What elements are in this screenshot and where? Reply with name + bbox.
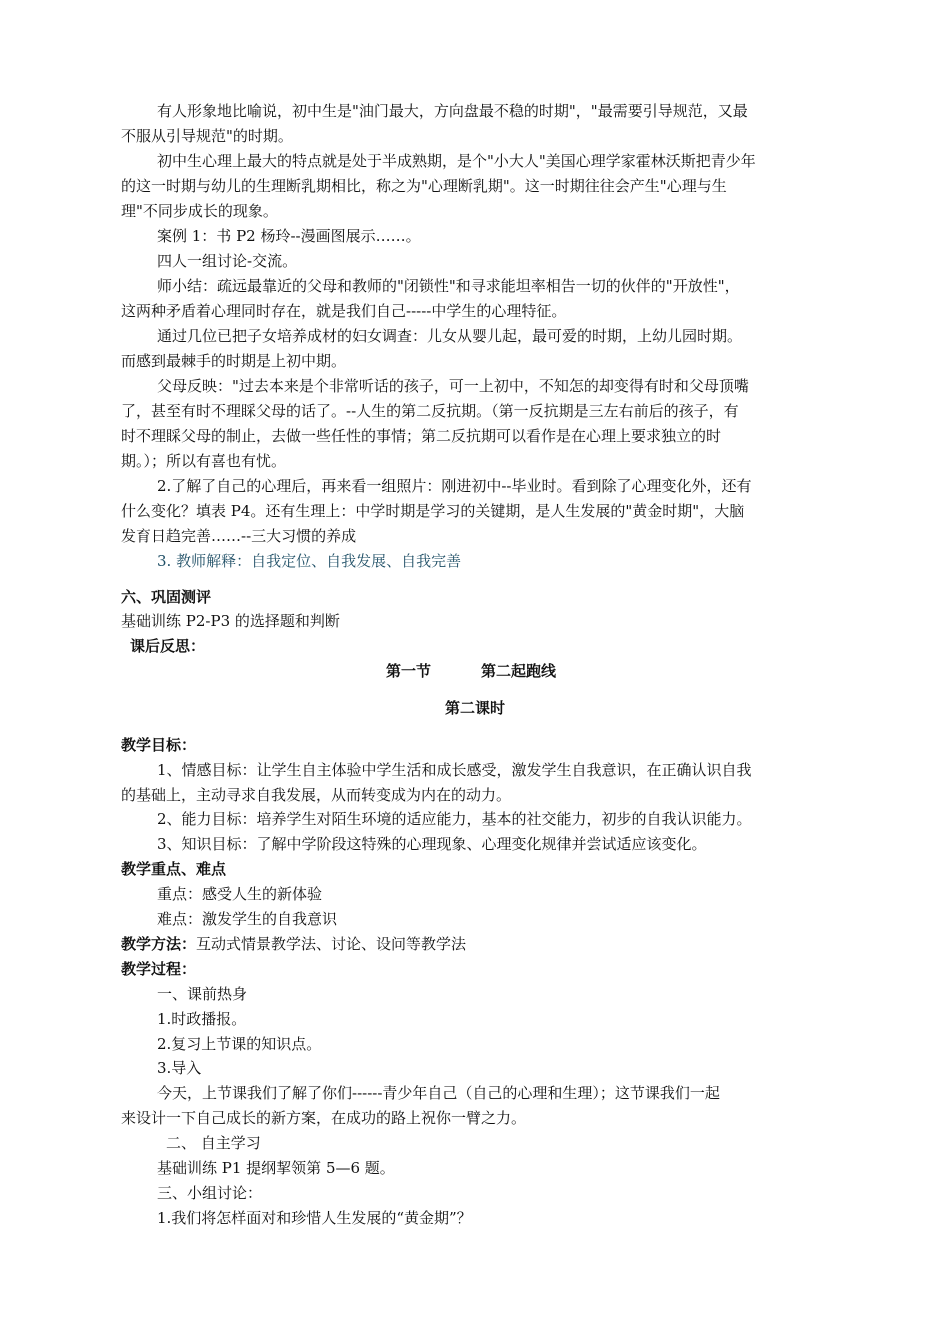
lesson-title — [0, 660, 950, 682]
paragraph-line: 时不理睬父母的制止，去做一些任性的事情；第二反抗期可以看作是在心理上要求独立的时 — [121, 427, 722, 445]
paragraph-line: 师小结：疏远最靠近的父母和教师的"闭锁性"和寻求能坦率相告一切的伙伴的"开放性"， — [157, 277, 740, 295]
paragraph-line: 初中生心理上最大的特点就是处于半成熟期，是个"小大人"美国心理学家霍林沃斯把青少年 — [157, 152, 756, 170]
section-heading: 六、巩固测评 — [121, 588, 212, 606]
paragraph-line: 这两种矛盾着心理同时存在，就是我们自己-----中学生的心理特征。 — [121, 302, 567, 320]
process-step: 2.复习上节课的知识点。 — [157, 1035, 322, 1053]
paragraph-line: 四人一组讨论-交流。 — [157, 252, 298, 270]
process-step: 基础训练 P1 提纲挈领第 5—6 题。 — [157, 1159, 395, 1177]
paragraph-line: 父母反映："过去本来是个非常听话的孩子，可一上初中，不知怎的却变得有时和父母顶嘴 — [157, 377, 749, 395]
method-line — [121, 934, 466, 954]
goal-line: 2、能力目标：培养学生对陌生环境的适应能力，基本的社交能力，初步的自我认识能力。 — [157, 810, 752, 828]
process-heading: 教学过程： — [121, 960, 197, 978]
keypoint-focus: 重点：感受人生的新体验 — [157, 885, 323, 903]
method-label: 教学方法： — [121, 935, 197, 953]
paragraph-line: 基础训练 P2-P3 的选择题和判断 — [121, 612, 340, 630]
paragraph-line: 2.了解了自己的心理后，再来看一组照片：刚进初中--毕业时。看到除了心理变化外，还有 — [157, 477, 752, 495]
goal-line: 3、知识目标：了解中学阶段这特殊的心理现象、心理变化规律并尝试适应该变化。 — [157, 835, 707, 853]
paragraph-line: 发育日趋完善……--三大习惯的养成 — [121, 527, 357, 545]
teacher-explanation: 3. 教师解释：自我定位、自我发展、自我完善 — [157, 552, 462, 570]
paragraph-line: 通过几位已把子女培养成材的妇女调查：儿女从婴儿起，最可爱的时期，上幼儿园时期。 — [157, 327, 743, 345]
goal-line: 的基础上，主动寻求自我发展，从而转变成为内在的动力。 — [121, 786, 512, 804]
paragraph-line: 了，甚至有时不理睬父母的话了。--人生的第二反抗期。（第一反抗期是三左右前后的孩子，有 — [121, 402, 739, 420]
lesson-subtitle: 第二课时 — [444, 699, 505, 717]
process-step: 1.我们将怎样面对和珍惜人生发展的“黄金期”？ — [157, 1209, 472, 1227]
paragraph-line: 案例 1：书 P2 杨玲--漫画图展示……。 — [157, 227, 421, 245]
process-step: 二、 自主学习 — [166, 1134, 261, 1152]
paragraph-line: 理"不同步成长的现象。 — [121, 202, 278, 220]
paragraph-line: 今天，上节课我们了解了你们------青少年自己（自己的心理和生理）；这节课我们一起 — [157, 1084, 720, 1102]
keypoints-heading: 教学重点、难点 — [121, 860, 227, 878]
paragraph-line: 的这一时期与幼儿的生理断乳期相比，称之为"心理断乳期"。这一时期往往会产生"心理与生 — [121, 177, 727, 195]
lesson-title-part1: 第一节 — [386, 662, 432, 680]
lesson-title-part2: 第二起跑线 — [481, 662, 557, 680]
process-step: 1.时政播报。 — [157, 1010, 247, 1028]
process-step: 3.导入 — [157, 1059, 202, 1077]
paragraph-line: 来设计一下自己成长的新方案，在成功的路上祝你一臂之力。 — [121, 1109, 527, 1127]
paragraph-line: 不服从引导规范"的时期。 — [121, 127, 293, 145]
paragraph-line: 有人形象地比喻说，初中生是"油门最大，方向盘最不稳的时期"，"最需要引导规范，又最 — [157, 102, 748, 120]
method-text: 互动式情景教学法、讨论、设问等教学法 — [196, 935, 467, 953]
paragraph-line: 期。）；所以有喜也有忧。 — [121, 452, 287, 470]
paragraph-line: 什么变化？填表 P4。还有生理上：中学时期是学习的关键期，是人生发展的"黄金时期"，大脑 — [121, 502, 745, 520]
goal-line: 1、情感目标：让学生自主体验中学生活和成长感受，激发学生自我意识，在正确认识自我 — [157, 761, 752, 779]
keypoint-difficulty: 难点：激发学生的自我意识 — [157, 910, 338, 928]
goals-heading: 教学目标： — [121, 736, 197, 754]
process-step: 三、小组讨论： — [157, 1184, 263, 1202]
paragraph-line: 而感到最棘手的时期是上初中期。 — [121, 352, 347, 370]
process-step: 一、课前热身 — [157, 985, 248, 1003]
reflection-label: 课后反思： — [130, 637, 206, 655]
